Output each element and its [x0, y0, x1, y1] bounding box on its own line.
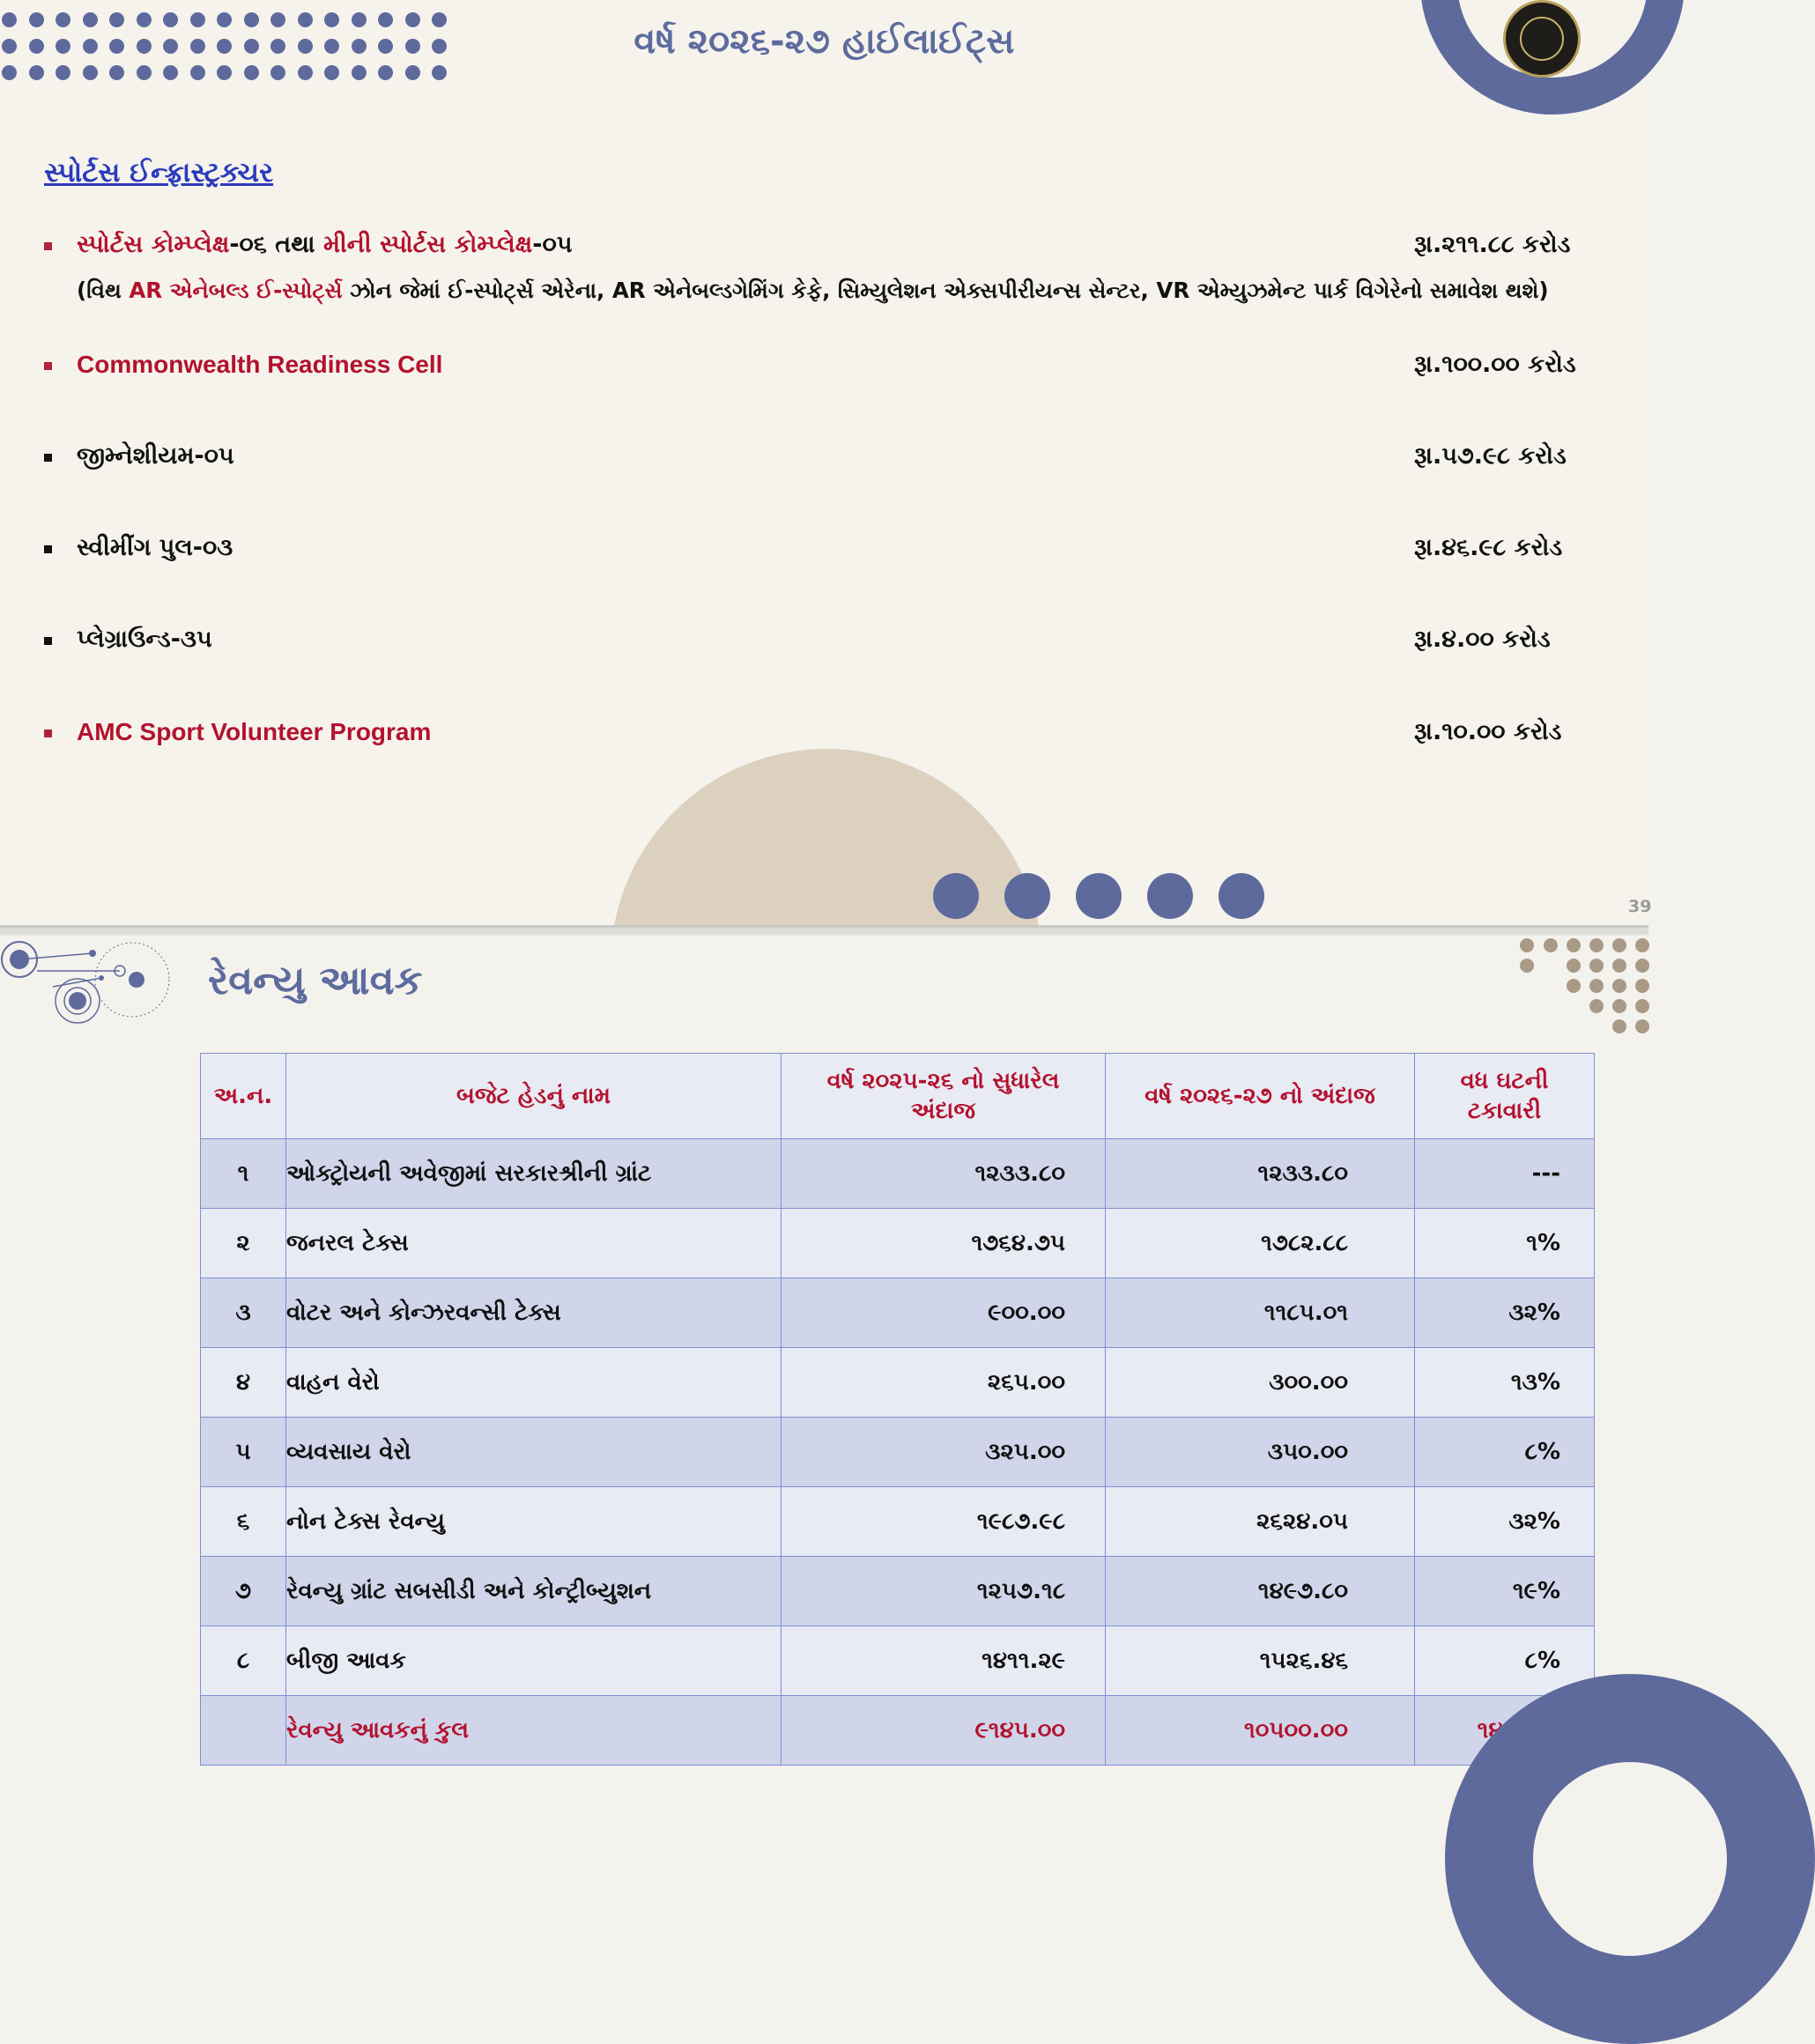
decorative-dot [1612, 999, 1626, 1013]
cell-revised-estimate: ૧૯૮૭.૯૮ [782, 1487, 1106, 1557]
cell-sr-no: ૩ [201, 1278, 286, 1348]
item-amount: રૂા.૧૦૦.૦૦ કરોડ [1414, 351, 1576, 378]
col-header-estimate: વર્ષ ૨૦૨૬-૨૭ નો અંદાજ [1106, 1054, 1415, 1139]
bullet-icon [44, 454, 52, 462]
decorative-dot [83, 65, 98, 80]
table-row [201, 1557, 1595, 1626]
decorative-dot [1635, 1019, 1649, 1033]
cell-budget-head: વોટર અને કોન્ઝરવન્સી ટેક્સ [286, 1278, 782, 1348]
decorative-dot [1520, 959, 1534, 973]
slide-title: રેવન્યુ આવક [208, 957, 423, 1003]
cell-revised-estimate: ૩૨૫.૦૦ [782, 1418, 1106, 1487]
decorative-dot [1589, 938, 1604, 952]
item-amount: રૂા.૫૭.૯૮ કરોડ [1414, 442, 1567, 470]
table-row [201, 1626, 1595, 1696]
page-number: 39 [1628, 897, 1652, 916]
item-label: જીમ્નેશીયમ-૦૫ [77, 442, 234, 470]
col-header-budget-head: બજેટ હેડનું નામ [286, 1054, 782, 1139]
cell-sr-no: ૪ [201, 1348, 286, 1418]
decorative-dot [324, 65, 339, 80]
table-total-row [201, 1696, 1595, 1766]
cell-sr-no: ૮ [201, 1626, 286, 1696]
cell-estimate: ૨૬૨૪.૦૫ [1106, 1487, 1415, 1557]
decorative-dot [1589, 999, 1604, 1013]
cell-budget-head: રેવન્યુ આવકનું કુલ [286, 1696, 782, 1766]
slide-title: વર્ષ ૨૦૨૬-૨૭ હાઈલાઈટ્સ [633, 21, 1015, 62]
decorative-dot [137, 65, 152, 80]
cell-revised-estimate: ૧૨૫૭.૧૮ [782, 1557, 1106, 1626]
table-row [201, 1348, 1595, 1418]
cell-estimate: ૧૨૩૩.૮૦ [1106, 1139, 1415, 1209]
decorative-dot [298, 65, 313, 80]
table-header-row [201, 1054, 1595, 1139]
decorative-dot [378, 65, 393, 80]
cell-budget-head: નોન ટેક્સ રેવન્યુ [286, 1487, 782, 1557]
col-header-revised-estimate: વર્ષ ૨૦૨૫-૨૬ નો સુધારેલ અંદાજ [782, 1054, 1106, 1139]
decorative-dot [1635, 999, 1649, 1013]
cell-revised-estimate: ૧૭૬૪.૭૫ [782, 1209, 1106, 1278]
table-row [201, 1209, 1595, 1278]
table-row [201, 1418, 1595, 1487]
cell-budget-head: વાહન વેરો [286, 1348, 782, 1418]
cell-sr-no [201, 1696, 286, 1766]
cell-revised-estimate: ૯૦૦.૦૦ [782, 1278, 1106, 1348]
decorative-dot [1567, 979, 1581, 993]
cell-change-percent: ૩૨% [1415, 1487, 1595, 1557]
cell-budget-head: વ્યવસાય વેરો [286, 1418, 782, 1487]
item-label: સ્પોર્ટસ કોમ્પ્લેક્ષ-૦૬ તથા મીની સ્પોર્ટસ કોમ્પ્લેક્ષ-૦૫ [77, 231, 573, 258]
decorative-ring [1445, 1674, 1815, 2044]
cell-sr-no: ૨ [201, 1209, 286, 1278]
decorative-dot [217, 65, 232, 80]
decorative-dot [244, 65, 259, 80]
decorative-dot [1635, 959, 1649, 973]
decorative-dot [1004, 873, 1050, 919]
cell-change-percent: --- [1415, 1139, 1595, 1209]
decorative-dot [1147, 873, 1193, 919]
decorative-dot [163, 65, 178, 80]
cell-change-percent: ૮% [1415, 1626, 1595, 1696]
decorative-circles-graphic [0, 936, 176, 1033]
bullet-icon [44, 545, 52, 553]
decorative-dot [1567, 959, 1581, 973]
cell-revised-estimate: ૨૬૫.૦૦ [782, 1348, 1106, 1418]
decorative-dot [1635, 938, 1649, 952]
decorative-dot [1589, 959, 1604, 973]
item-amount: રૂા.૨૧૧.૮૮ કરોડ [1414, 231, 1571, 258]
table-row [201, 1487, 1595, 1557]
bullet-icon [44, 637, 52, 645]
cell-revised-estimate: ૧૨૩૩.૮૦ [782, 1139, 1106, 1209]
decorative-dot [1567, 938, 1581, 952]
cell-estimate: ૧૭૮૨.૮૮ [1106, 1209, 1415, 1278]
item-note: (વિથ AR એનેબલ્ડ ઈ-સ્પોર્ટ્સ ઝોન જેમાં ઈ-સ્પોર્ટ્સ એરેના, AR એનેબલ્ડગેમિંગ કેફે, સિમ્યુલેશન એક્સપીરીયન્સ સેન્ટર, VR એમ્યુઝમેન્ટ પાર્ક વિગેરેનો સમાવેશ થશે) [77, 278, 1549, 303]
item-label: Commonwealth Readiness Cell [77, 351, 443, 378]
decorative-dot [405, 65, 420, 80]
revenue-table [200, 1053, 1595, 1766]
decorative-dot [1612, 938, 1626, 952]
item-amount: રૂા.૧૦.૦૦ કરોડ [1414, 718, 1562, 745]
decorative-dot [352, 65, 367, 80]
cell-change-percent: ૧૯% [1415, 1557, 1595, 1626]
decorative-dot [1612, 959, 1626, 973]
col-header-change-percent: વધ ઘટની ટકાવારી [1415, 1054, 1595, 1139]
bullet-icon [44, 729, 52, 737]
cell-estimate: ૧૦૫૦૦.૦૦ [1106, 1696, 1415, 1766]
table-row [201, 1139, 1595, 1209]
decorative-dot [1612, 979, 1626, 993]
cell-estimate: ૩૦૦.૦૦ [1106, 1348, 1415, 1418]
decorative-dot [270, 65, 285, 80]
decorative-dot [190, 65, 205, 80]
cell-revised-estimate: ૯૧૪૫.૦૦ [782, 1696, 1106, 1766]
decorative-dot [56, 65, 70, 80]
bullet-icon [44, 242, 52, 250]
decorative-dot [1589, 979, 1604, 993]
cell-change-percent: ૧% [1415, 1209, 1595, 1278]
decorative-dot [432, 65, 447, 80]
decorative-dot [1635, 979, 1649, 993]
decorative-dot [1612, 1019, 1626, 1033]
cell-change-percent: ૧૪.૮૨% [1415, 1696, 1595, 1766]
cell-budget-head: બીજી આવક [286, 1626, 782, 1696]
cell-estimate: ૧૫૨૬.૪૬ [1106, 1626, 1415, 1696]
item-label: પ્લેગ્રાઉન્ડ-૩૫ [77, 626, 212, 653]
cell-sr-no: ૫ [201, 1418, 286, 1487]
cell-estimate: ૩૫૦.૦૦ [1106, 1418, 1415, 1487]
cell-change-percent: ૧૩% [1415, 1348, 1595, 1418]
item-amount: રૂા.૪.૦૦ કરોડ [1414, 626, 1551, 653]
cell-budget-head: ઓક્ટ્રોયની અવેજીમાં સરકારશ્રીની ગ્રાંટ [286, 1139, 782, 1209]
slide-divider [0, 925, 1648, 936]
col-header-sr-no: અ.ન. [201, 1054, 286, 1139]
cell-sr-no: ૭ [201, 1557, 286, 1626]
decorative-dot [109, 65, 124, 80]
item-amount: રૂા.૪૬.૯૮ કરોડ [1414, 534, 1563, 561]
decorative-dot [2, 65, 17, 80]
cell-budget-head: રેવન્યુ ગ્રાંટ સબસીડી અને કોન્ટ્રીબ્યુશન [286, 1557, 782, 1626]
cell-sr-no: ૧ [201, 1139, 286, 1209]
cell-estimate: ૧૧૮૫.૦૧ [1106, 1278, 1415, 1348]
cell-estimate: ૧૪૯૭.૮૦ [1106, 1557, 1415, 1626]
decorative-dot [1219, 873, 1264, 919]
cell-change-percent: ૩૨% [1415, 1278, 1595, 1348]
section-title: સ્પોર્ટસ ઈન્ફ્રાસ્ટ્રક્ચર [44, 157, 274, 189]
decorative-dot [1076, 873, 1122, 919]
cell-revised-estimate: ૧૪૧૧.૨૯ [782, 1626, 1106, 1696]
decorative-dot [1544, 938, 1558, 952]
table-row [201, 1278, 1595, 1348]
cell-sr-no: ૬ [201, 1487, 286, 1557]
cell-budget-head: જનરલ ટેક્સ [286, 1209, 782, 1278]
decorative-dot [1520, 938, 1534, 952]
cell-change-percent: ૮% [1415, 1418, 1595, 1487]
bullet-icon [44, 362, 52, 370]
item-label: AMC Sport Volunteer Program [77, 718, 432, 745]
item-label: સ્વીમીંગ પુલ-૦૩ [77, 534, 233, 561]
slide-highlights [0, 0, 1652, 925]
decorative-dot [29, 65, 44, 80]
slide-revenue [0, 936, 1648, 1843]
decorative-dot [933, 873, 979, 919]
